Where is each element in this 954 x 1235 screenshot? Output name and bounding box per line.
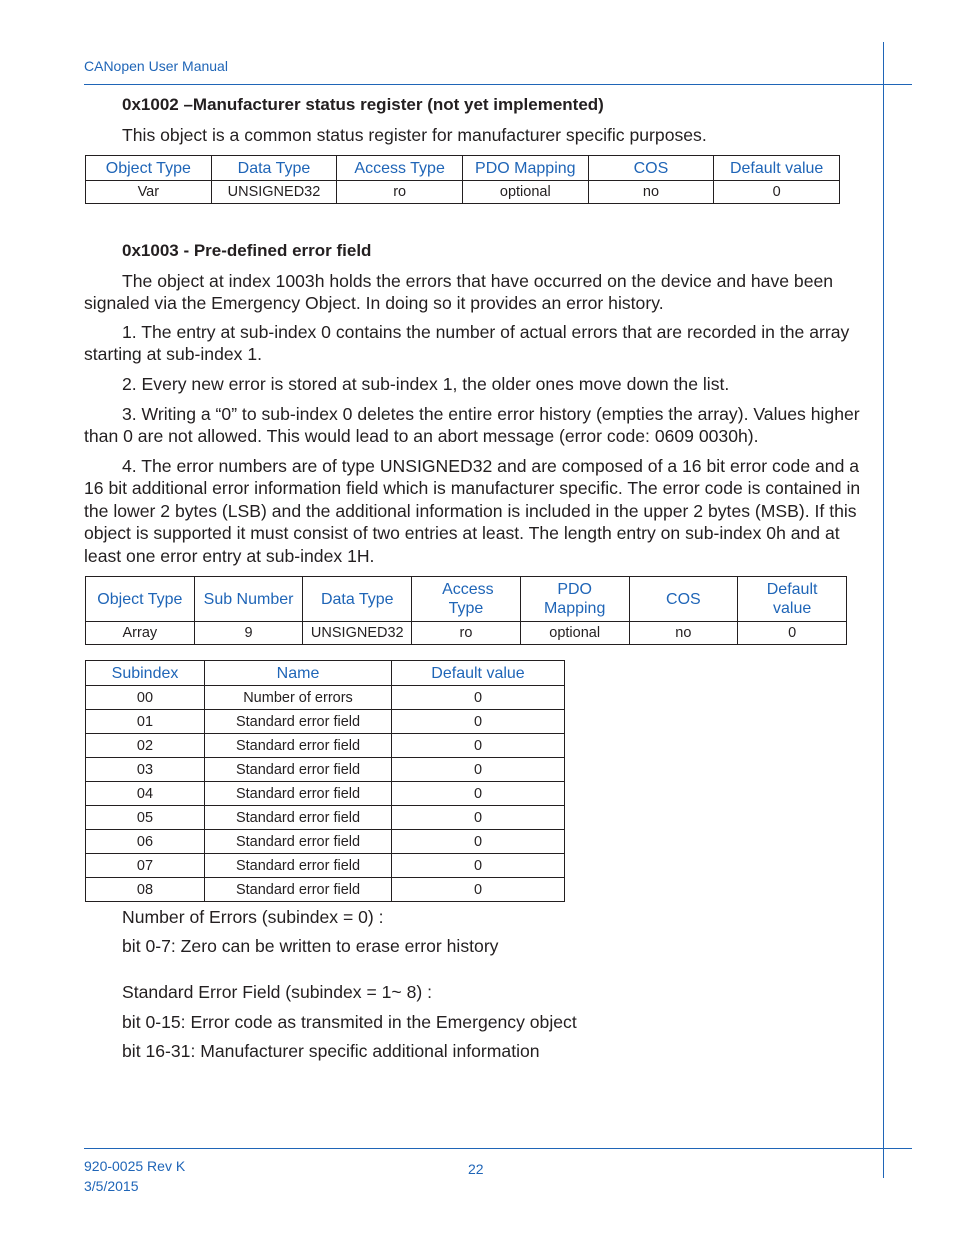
- table-cell: 0: [714, 181, 840, 204]
- table-cell: UNSIGNED32: [303, 622, 412, 645]
- note-bits-16-31: bit 16-31: Manufacturer specific additional information: [122, 1041, 540, 1061]
- table-cell: 03: [86, 758, 205, 782]
- table-cell: 0: [392, 734, 565, 758]
- margin-rule: [883, 42, 884, 1178]
- section-heading-0x1003: 0x1003 - Pre-defined error field: [122, 241, 372, 260]
- table-cell: optional: [520, 622, 629, 645]
- table-cell: optional: [462, 181, 588, 204]
- table-row: [86, 734, 565, 758]
- table-cell: no: [629, 622, 738, 645]
- table-header: Access Type: [337, 156, 463, 181]
- section-description: This object is a common status register for manufacturer specific purposes.: [122, 125, 707, 145]
- table-cell: 0: [392, 806, 565, 830]
- table-cell: 00: [86, 686, 205, 710]
- table-header: Sub Number: [194, 577, 303, 622]
- table-cell: 0: [738, 622, 847, 645]
- subindex-table: [85, 660, 565, 902]
- table-header: Object Type: [86, 577, 195, 622]
- table-cell: Standard error field: [205, 758, 392, 782]
- table-header: COS: [629, 577, 738, 622]
- table-header: Access Type: [412, 577, 521, 622]
- table-cell: 04: [86, 782, 205, 806]
- table-row: [86, 806, 565, 830]
- table-cell: Standard error field: [205, 830, 392, 854]
- table-cell: UNSIGNED32: [211, 181, 337, 204]
- table-header: Data Type: [211, 156, 337, 181]
- intro-paragraph: The object at index 1003h holds the errors that have occurred on the device and have been signaled via the Emergency Object. In doing so it provides an error history.: [84, 271, 834, 314]
- list-item-1: 1. The entry at sub-index 0 contains the number of actual errors that are recorded in the array starting at sub-index 1.: [84, 322, 850, 365]
- table-cell: 0: [392, 878, 565, 902]
- table-row: [86, 854, 565, 878]
- footer-doc-number: 920-0025 Rev K: [84, 1158, 186, 1174]
- object-properties-table-0x1003: [85, 576, 847, 645]
- table-cell: 9: [194, 622, 303, 645]
- table-header: COS: [588, 156, 714, 181]
- table-cell: Array: [86, 622, 195, 645]
- table-cell: 01: [86, 710, 205, 734]
- table-row: [86, 782, 565, 806]
- table-cell: 0: [392, 854, 565, 878]
- list-item-4: 4. The error numbers are of type UNSIGNED32 and are composed of a 16 bit error code and a 16 bit additional error information field which is manufacturer specific. The error code is contained in the lower 2 bytes (LSB) and the additional information is included in the upper 2 bytes (MSB). If this object is supported it must consist of two entries at least. The length entry on sub-index 0h and at least one error entry at sub-index 1H.: [84, 456, 861, 566]
- table-cell: Standard error field: [205, 734, 392, 758]
- list-item-2: 2. Every new error is stored at sub-index 1, the older ones move down the list.: [122, 374, 730, 394]
- note-number-of-errors: Number of Errors (subindex = 0) :: [122, 907, 384, 927]
- footer-rule: [84, 1148, 912, 1149]
- table-header: PDO Mapping: [462, 156, 588, 181]
- table-cell: Standard error field: [205, 854, 392, 878]
- table-cell: Standard error field: [205, 710, 392, 734]
- table-header: Name: [205, 661, 392, 686]
- table-header: Default value: [738, 577, 847, 622]
- table-cell: 0: [392, 782, 565, 806]
- object-properties-table-0x1002: [85, 155, 840, 204]
- table-cell: 0: [392, 758, 565, 782]
- footer-date: 3/5/2015: [84, 1178, 139, 1194]
- table-cell: Number of errors: [205, 686, 392, 710]
- table-cell: 05: [86, 806, 205, 830]
- list-item-3: 3. Writing a “0” to sub-index 0 deletes the entire error history (empties the array). Values higher than 0 are not allowed. This would lead to an abort message (error code: 0609 0030h).: [84, 404, 860, 447]
- table-cell: 0: [392, 830, 565, 854]
- table-row: [86, 830, 565, 854]
- table-header: Default value: [714, 156, 840, 181]
- table-cell: 07: [86, 854, 205, 878]
- table-row: [86, 758, 565, 782]
- note-bits-0-7: bit 0-7: Zero can be written to erase error history: [122, 936, 499, 956]
- table-cell: Standard error field: [205, 806, 392, 830]
- table-header: PDO Mapping: [520, 577, 629, 622]
- table-header: Data Type: [303, 577, 412, 622]
- header-rule: [84, 84, 912, 85]
- table-row: [86, 686, 565, 710]
- table-cell: ro: [337, 181, 463, 204]
- running-header: CANopen User Manual: [84, 58, 228, 74]
- table-row: [86, 878, 565, 902]
- table-cell: Standard error field: [205, 782, 392, 806]
- table-cell: ro: [412, 622, 521, 645]
- table-cell: 0: [392, 710, 565, 734]
- note-standard-error-field: Standard Error Field (subindex = 1~ 8) :: [122, 982, 433, 1002]
- table-cell: 06: [86, 830, 205, 854]
- page-number: 22: [468, 1161, 484, 1177]
- table-row: [86, 710, 565, 734]
- table-cell: Standard error field: [205, 878, 392, 902]
- table-header: Subindex: [86, 661, 205, 686]
- table-cell: Var: [86, 181, 212, 204]
- table-cell: 0: [392, 686, 565, 710]
- note-bits-0-15: bit 0-15: Error code as transmited in the Emergency object: [122, 1012, 577, 1032]
- section-heading-0x1002: 0x1002 –Manufacturer status register (not yet implemented): [122, 95, 604, 114]
- table-header: Object Type: [86, 156, 212, 181]
- table-header: Default value: [392, 661, 565, 686]
- table-cell: no: [588, 181, 714, 204]
- table-cell: 02: [86, 734, 205, 758]
- table-cell: 08: [86, 878, 205, 902]
